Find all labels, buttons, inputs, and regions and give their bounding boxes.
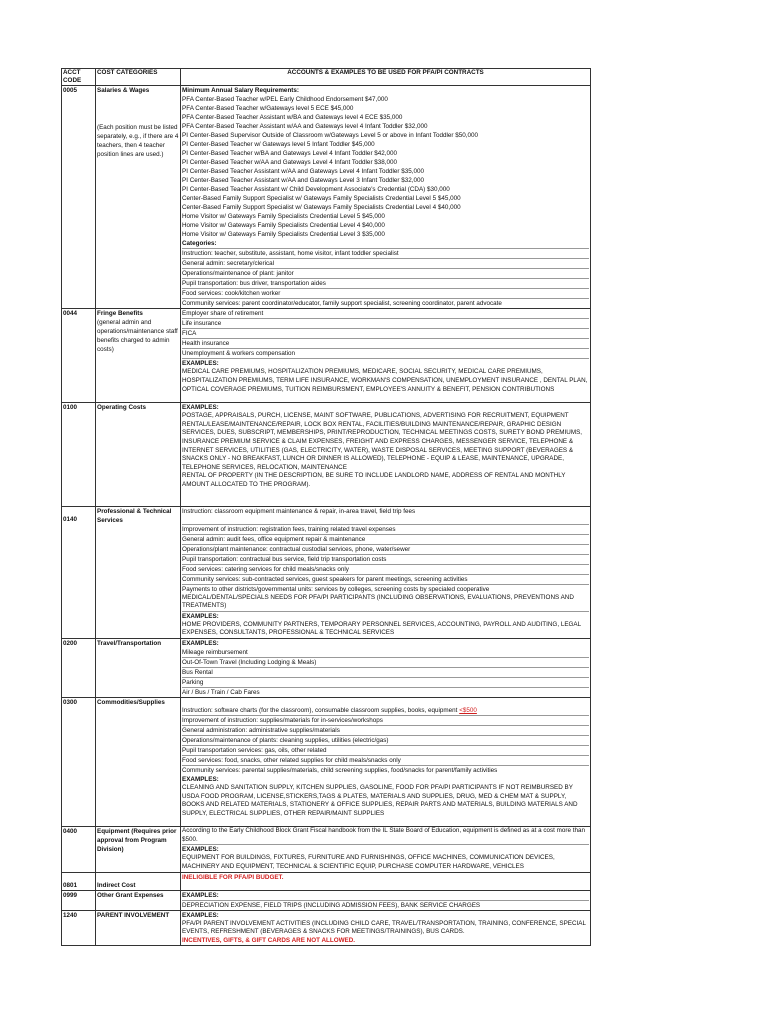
list-item: Food services: food, snacks, other related supplies for child meals/snacks only <box>182 756 589 766</box>
acct-code: 0044 <box>62 309 96 403</box>
list-item: General administration: administrative supplies/materials <box>182 726 589 736</box>
cost-category: Indirect Cost <box>96 872 181 890</box>
acct-code: 0140 <box>62 506 96 638</box>
details-cell <box>181 872 591 890</box>
examples-heading: EXAMPLES: <box>182 846 219 854</box>
examples-heading: EXAMPLES: <box>182 404 219 412</box>
list-item: PFA Center-Based Teacher w/Gateways level 5 ECE $45,000 <box>182 105 354 113</box>
examples-heading: EXAMPLES: <box>182 639 219 647</box>
list-item: PI Center-Based Teacher Assistant w/AA and Gateways Level 4 Infant Toddler $35,000 <box>182 168 424 176</box>
list-item: Payments to other districts/governmental units: services by colleges, screening costs by specialed cooperative <box>182 585 490 593</box>
list-item: Improvement of instruction: registration fees, training related travel expenses <box>182 525 589 535</box>
list-item: FICA <box>182 329 589 339</box>
cost-category-cell <box>96 86 181 309</box>
accounts-sheet <box>61 68 590 946</box>
list-item: PI Center-Based Teacher w/BA and Gateways Level 4 Infant Toddler $42,000 <box>182 150 398 158</box>
list-item: Instruction: classroom equipment maintenance & repair, in-area travel, field trip fees <box>182 507 589 525</box>
row-equipment <box>62 827 591 872</box>
acct-code: 0801 <box>62 872 96 890</box>
acct-code: 0100 <box>62 403 96 506</box>
examples-heading: EXAMPLES: <box>182 891 589 901</box>
list-item: PI Center-Based Teacher w/ Gateways level 5 Infant Toddler $45,000 <box>182 141 375 149</box>
examples-text: CLEANING AND SANITATION SUPPLY, KITCHEN SUPPLIES, GASOLINE, FOOD FOR PFA/PI PARTICIPANTS IF NOT REIMBURSED BY USDA FOOD PROGRAM, LICENSE,STICKERS,TAGS & PLATES, MATERIALS AND SUPPLIES, DRUG, MED & CHEM MAT & SUPPLY, BOOKS AND RELATED MATERIALS, STATIONERY & OFFICE SUPPLIES, REPAIR PARTS AND MATERIALS, BUILDING MATERIALS AND SUPPLY, ELECTRICAL SUPPLIES, OTHER REPAIR/MAINT SUPPLIES <box>182 783 578 817</box>
details-cell <box>181 890 591 910</box>
list-item: PFA Center-Based Teacher Assistant w/BA and Gateways level 4 ECE $35,000 <box>182 114 403 122</box>
examples-text: MEDICAL CARE PREMIUMS, HOSPITALIZATION PREMIUMS, MEDICARE, SOCIAL SECURITY, MEDICAL CARE PREMIUMS, HOSPITALIZATION PREMIUMS, TERM LIFE INSURANCE, WORKMAN'S COMPENSATION, UNEMPLOYMENT INSURANCE , DENTAL PLAN, OPTICAL COVERAGE PREMIUMS, TUITION REIMBURSMENT, EMPLOYEE'S ANNUITY & BENEFIT, PENSION CONTRIBUTIONS <box>182 368 588 393</box>
list-item: Operations/maintenance of plant: janitor <box>182 269 589 279</box>
row-travel <box>62 638 591 697</box>
cost-category: Salaries & Wages <box>97 87 150 95</box>
list-item: Instruction: software charts (for the classroom), consumable classroom supplies, books, equipment <$500 <box>182 706 589 716</box>
section-heading: Minimum Annual Salary Requirements: <box>182 87 299 95</box>
examples-heading: EXAMPLES: <box>182 360 219 368</box>
row-fringe-benefits <box>62 309 591 403</box>
header-cost-categories: COST CATEGORIES <box>96 69 181 86</box>
list-item: Bus Rental <box>182 668 589 678</box>
cost-category: Travel/Transportation <box>96 638 181 697</box>
details-cell <box>181 309 591 403</box>
list-item: Instruction: teacher, substitute, assistant, home visitor, infant toddler specialist <box>182 249 589 259</box>
list-item: PI Center-Based Teacher w/AA and Gateways Level 4 Infant Toddler $38,000 <box>182 159 398 167</box>
cost-category: Commodities/Supplies <box>96 697 181 826</box>
cost-category: Other Grant Expenses <box>96 890 181 910</box>
list-item: PFA Center-Based Teacher w/PEL Early Childhood Endorsement $47,000 <box>182 96 388 104</box>
list-item: Pupil transportation: contractual bus service, field trip transportation costs <box>182 555 589 565</box>
details-cell <box>181 638 591 697</box>
header-row <box>62 69 591 86</box>
details-cell <box>181 697 591 826</box>
list-item: Employer share of retirement <box>182 309 589 319</box>
examples-heading: EXAMPLES: <box>182 911 219 919</box>
cost-category: PARENT INVOLVEMENT <box>96 910 181 946</box>
list-item: General admin: secretary/clerical <box>182 259 589 269</box>
list-item: PFA Center-Based Teacher Assistant w/AA and Gateways level 4 Infant Toddler $32,000 <box>182 123 428 131</box>
category-note: (Each position must be listed separately, e.g., if there are 4 teachers, then 4 teacher position lines are used.) <box>97 124 179 159</box>
threshold-flag: <$500 <box>459 706 477 714</box>
list-item: General admin: audit fees, office equipment repair & maintenance <box>182 535 589 545</box>
row-parent-involvement <box>62 910 591 946</box>
row-salaries <box>62 86 591 309</box>
list-item: Improvement of instruction: supplies/materials for in-services/workshops <box>182 716 589 726</box>
details-cell <box>181 827 591 872</box>
special-needs-text: MEDICAL/DENTAL/SPECIALS NEEDS FOR PFA/PI PARTICIPANTS (INCLUDING OBSERVATIONS, EVALUATIONS, PREVENTIONS AND TREATMENTS) <box>182 594 589 612</box>
list-item: Out-Of-Town Travel (Including Lodging & Meals) <box>182 658 589 668</box>
acct-code: 0300 <box>62 697 96 826</box>
section-heading: Categories: <box>182 239 589 249</box>
cost-category: Operating Costs <box>96 403 181 506</box>
list-item: PI Center-Based Teacher Assistant w/ Child Development Associate's Credential (CDA) $30,000 <box>182 186 450 194</box>
cost-category: Equipment (Requires prior approval from Program Division) <box>96 827 181 872</box>
list-item: Pupil transportation services: gas, oils, other related <box>182 746 589 756</box>
list-item: Health insurance <box>182 339 589 349</box>
list-item: PI Center-Based Supervisor Outside of Classroom w/Gateways Level 5 or above in Infant Toddler $50,000 <box>182 132 478 140</box>
acct-code: 0200 <box>62 638 96 697</box>
list-item: Home Visitor w/ Gateways Family Specialists Credential Level 5 $45,000 <box>182 213 385 221</box>
equipment-definition: According to the Early Childhood Block Grant Fiscal handbook from the IL State Board of Education, equipment is defined as at a cost more than $500. <box>182 827 589 845</box>
row-commodities <box>62 697 591 826</box>
cost-category: Professional & Technical Services <box>96 506 181 638</box>
list-item: Mileage reimbursement <box>182 648 589 658</box>
list-item: PI Center-Based Teacher Assistant w/AA and Gateways Level 3 Infant Toddler $32,000 <box>182 177 424 185</box>
header-title: ACCOUNTS & EXAMPLES TO BE USED FOR PFA/PI CONTRACTS <box>181 69 591 86</box>
details-cell <box>181 910 591 946</box>
list-item: Pupil transportation: bus driver, transportation aides <box>182 279 589 289</box>
list-item: Food services: catering services for child meals/snacks only <box>182 565 589 575</box>
examples-text: HOME PROVIDERS, COMMUNITY PARTNERS, TEMPORARY PERSONNEL SERVICES, ACCOUNTING, PAYROLL AND AUDITING, LEGAL EXPENSES, CONSULTANTS, PROFESSIONAL & TECHNICAL SERVICES <box>182 620 581 637</box>
details-cell <box>181 506 591 638</box>
list-item: Center-Based Family Support Specialist w/ Gateways Family Specialists Credential Level 4 $40,000 <box>182 204 461 212</box>
examples-text: DEPRECIATION EXPENSE, FIELD TRIPS (INCLUDING ADMISSION FEES), BANK SERVICE CHARGES <box>182 901 481 909</box>
list-item: Home Visitor w/ Gateways Family Specialists Credential Level 3 $35,000 <box>182 231 385 239</box>
examples-text: EQUIPMENT FOR BUILDINGS, FIXTURES, FURNITURE AND FURNISHINGS, OFFICE MACHINES, COMMUNICATION DEVICES, MACHINERY AND EQUIPMENT, TECHNICAL & SCIENTIFIC EQUIP, PURCHASE COMPUTER HARDWARE, VEHICLES <box>182 854 555 871</box>
list-item: Air / Bus / Train / Cab Fares <box>182 688 260 696</box>
acct-code: 1240 <box>62 910 96 946</box>
acct-code: 0999 <box>62 890 96 910</box>
list-item: Community services: sub-contracted services, guest speakers for parent meetings, screening activities <box>182 575 589 585</box>
cost-category-cell <box>96 309 181 403</box>
examples-text: PFA/PI PARENT INVOLVEMENT ACTIVITIES (INCLUDING CHILD CARE, TRAVEL/TRANSPORTATION, TRAINING, CONFERENCE, SPECIAL EVENTS, REFRESHMENT (BEVERAGES & SNACKS FOR MEETINGS/TRAININGS), BUS CARDS. <box>182 919 586 936</box>
examples-text: POSTAGE, APPRAISALS, PURCH, LICENSE, MAINT SOFTWARE, PUBLICATIONS, ADVERTISING FOR RECRUITMENT, EQUIPMENT RENTAL/LEASE/MAINTENANCE/REPAIR, LOCK BOX RENTAL, FACILITIES/BUILDING MAINTENANCE/REPAIR, GRAPHIC DESIGN SERVICES, DUES, SUBSCRIPT, MEMBERSHIPS, PRINT/REPRODUCTION, TECHNICAL MEETINGS COSTS, SURETY BOND PREMIUMS, INSURANCE PREMIUM SERVICE & CLAIM EXPENSES, FREIGHT AND EXPRESS CHARGES, MESSENGER SERVICE, TELEPHONE & INTERNET SERVICES, UTILITIES (GAS, ELECTRICITY, WATER), WASTE DISPOSAL SERVICES, MEETING SUPPORT (BEVERAGES & SNACKS ONLY - NO BREAKFAST, LUNCH OR DINNER IS ALLOWED), TELEPHONE - EQUIP & LEASE, MAINTENANCE, UPGRADE, TELEPHONE SERVICES, RELOCATION, MAINTENANCE <box>182 412 583 471</box>
not-allowed-warning: INCENTIVES, GIFTS, & GIFT CARDS ARE NOT ALLOWED. <box>182 936 356 944</box>
ineligible-notice: INELIGIBLE FOR PFA/PI BUDGET. <box>182 873 284 881</box>
row-indirect-cost <box>62 872 591 890</box>
acct-code: 0005 <box>62 86 96 309</box>
details-cell <box>181 403 591 506</box>
list-item: Life insurance <box>182 319 589 329</box>
accounts-table <box>61 68 591 946</box>
row-professional-services <box>62 506 591 638</box>
rental-text: RENTAL OF PROPERTY (IN THE DESCRIPTION, BE SURE TO INCLUDE LANDLORD NAME, ADDRESS OF RENTAL AND MONTHLY AMOUNT ALLOCATED TO THE PROGRAM). <box>182 472 566 488</box>
row-operating-costs <box>62 403 591 506</box>
list-item: Community services: parental supplies/materials, child screening supplies, food/snacks for parent/family activities <box>182 766 498 774</box>
list-item: Center-Based Family Support Specialist w/ Gateways Family Specialists Credential Level 5 $45,000 <box>182 195 461 203</box>
list-item: Operations/maintenance of plants: cleaning supplies, utilities (electric/gas) <box>182 736 589 746</box>
list-item: Operations/plant maintenance: contractual custodial services, phone, water/sewer <box>182 545 589 555</box>
list-item: Food services: cook/kitchen worker <box>182 289 589 299</box>
list-item: Community services: parent coordinator/educator, family support specialist, screening coordinator, parent advocate <box>182 300 502 308</box>
row-other-grant-expenses <box>62 890 591 910</box>
list-item: Home Visitor w/ Gateways Family Specialists Credential Level 4 $40,000 <box>182 222 385 230</box>
details-cell <box>181 86 591 309</box>
examples-heading: EXAMPLES: <box>182 612 219 620</box>
cost-category: Fringe Benefits <box>97 310 143 318</box>
list-item: Unemployment & workers compensation <box>182 349 589 359</box>
header-acct-code: ACCT CODE <box>62 69 96 86</box>
category-note: (general admin and operations/maintenance staff benefits charged to admin costs) <box>97 319 178 354</box>
examples-heading: EXAMPLES: <box>182 775 219 783</box>
list-item: Parking <box>182 678 589 688</box>
acct-code: 0400 <box>62 827 96 872</box>
